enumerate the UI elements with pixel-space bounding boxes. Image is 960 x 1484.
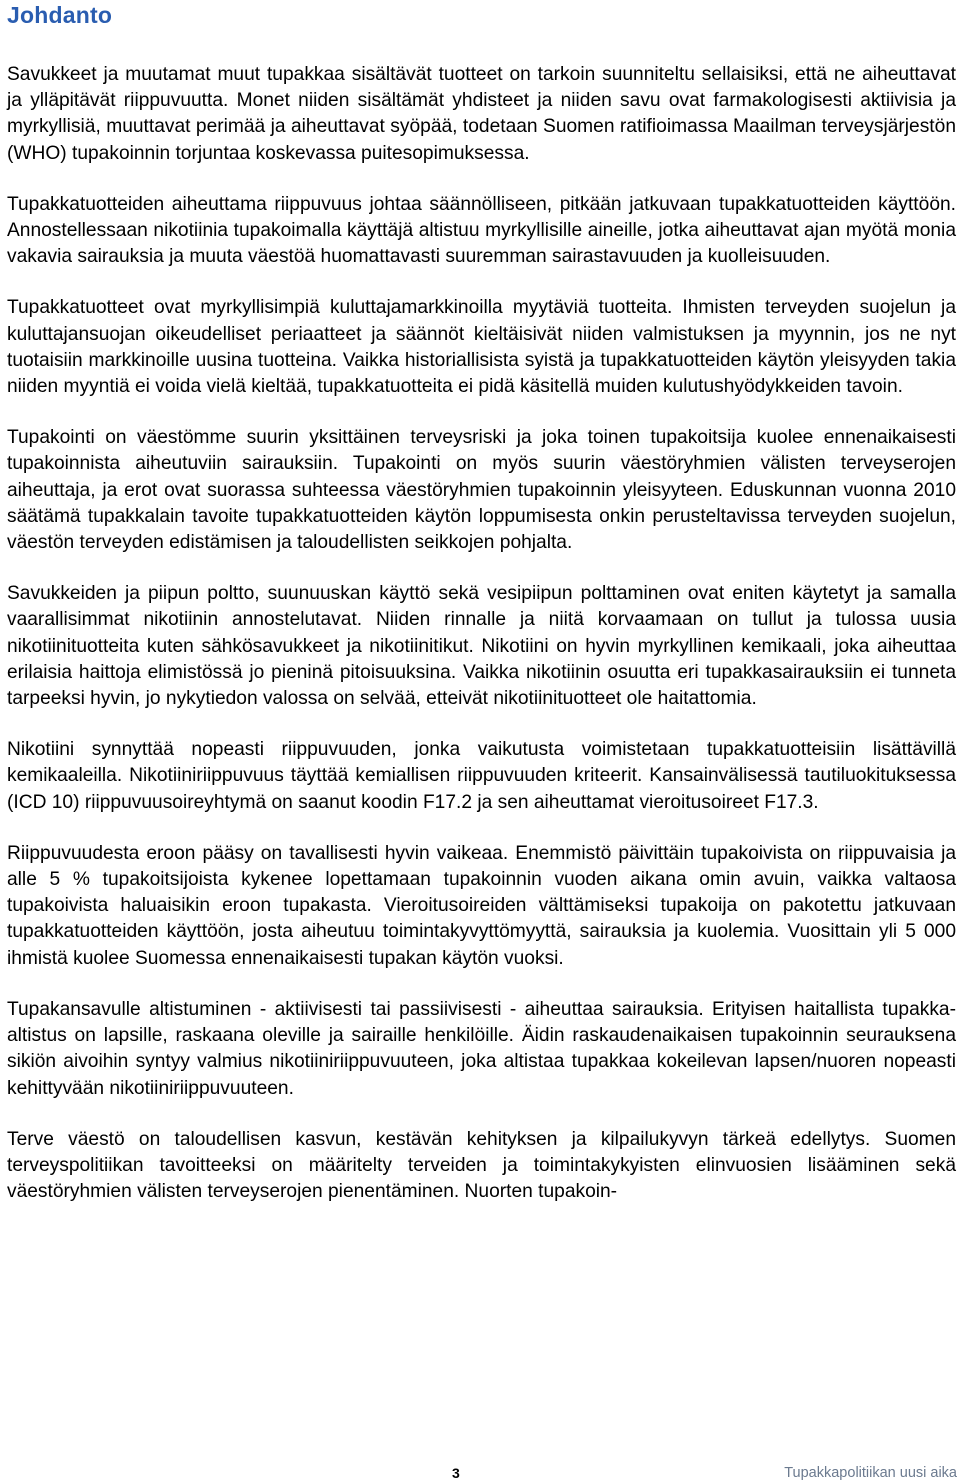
paragraph: Tupakointi on väestömme suurin yksittäinen terveysriski ja joka toinen tupakoitsija kuolee ennenaikaisesti tupakoinnista aiheutuviin sairauksiin. Tupakointi on myös suurin väestöryhmien välisten terveyserojen aiheuttaja, ja erot ovat suorassa suhteessa väestöryhmien tupakoinnin yleisyyteen. Eduskunnan vuonna 2010 säätämä tupakkalain tavoite tupakkatuotteiden käytön loppumisesta onkin perusteltavissa terveyden suojelun, väestön terveyden edistämisen ja taloudellisten seikkojen pohjalta. [7, 427, 956, 554]
paragraph: Riippuvuudesta eroon pääsy on tavallisesti hyvin vaikeaa. Enemmistö päivittäin tupakoivista on riippuvaisia ja alle 5 % tupakoitsijoista kykenee lopettamaan tupakoinnin vuoden aikana omin avuin, vaikka valtaosa tupakoivista haluaisikin eroon tupakasta. Vieroitusoireiden välttämiseksi tupakoija on pakotettu jatkuvaan tupakkatuotteiden käyttöön, josta aiheutuu toimintakyvyttömyyttä, sairauksia ja kuolemia. Vuosittain yli 5 000 ihmistä kuolee Suomessa ennenaikaisesti tupakan käytön vuoksi. [7, 842, 956, 969]
footer-document-title: Tupakkapolitiikan uusi aika [784, 1465, 957, 1481]
page-number: 3 [452, 1465, 460, 1481]
paragraph: Tupakkatuotteiden aiheuttama riippuvuus johtaa säännölliseen, pitkään jatkuvaan tupakkatuotteiden käyttöön. Annostellessaan nikotiinia tupakoimalla käyttäjä altistuu myrkyllisille aineille, jotka aiheuttavat ajan myötä monia vakavia sairauksia ja muuta väestöä huomattavasti suuremman sairastavuuden ja kuolleisuuden. [7, 193, 956, 268]
paragraph: Tupakkatuotteet ovat myrkyllisimpiä kuluttajamarkkinoilla myytäviä tuotteita. Ihmisten terveyden suojelun ja kuluttajansuojan oikeudelliset periaatteet ja säännöt kieltäisivät niiden valmistuksen ja myynnin, jos ne nyt tuotaisiin markkinoille uusina tuotteina. Vaikka historiallisista syistä ja tupakkatuotteiden käytön yleisyyden takia niiden myyntiä ei voida vielä kieltää, tupakkatuotteita ei pidä käsitellä muiden kulutushyödykkeiden tavoin. [7, 297, 956, 398]
body-text [7, 62, 956, 1230]
paragraph: Savukkeiden ja piipun poltto, suunuuskan käyttö sekä vesipiipun polttaminen ovat eniten käytetyt ja samalla vaarallisimmat nikotiinin annostelutavat. Niiden rinnalle ja niitä korvaamaan on tullut ja tulossa uusia nikotiinituotteita kuten sähkösavukkeet ja nikotiinitikut. Nikotiini on hyvin myrkyllinen kemikaali, joka aiheuttaa erilaisia haittoja elimistössä jo pieninä pitoisuuksina. Vaikka nikotiinin osuutta eri tupakkasairauksiin ei tunneta tarpeeksi hyvin, jo nykytiedon valossa on selvää, etteivät nikotiinituotteet ole haitattomia. [7, 583, 956, 710]
paragraph: Tupakansavulle altistuminen - aktiivisesti tai passiivisesti - aiheuttaa sairauksia. Erityisen haitallista tupakka-altistus on lapsille, raskaana oleville ja sairaille henkilöille. Äidin raskaudenaikaisen tupakoinnin seurauksena sikiön aivoihin syntyy valmius nikotiiniriippuvuuteen, joka altistaa tupakkaa kokeilevan lapsen/nuoren nopeasti kehittyvään nikotiiniriippuvuuteen. [7, 998, 956, 1099]
paragraph: Savukkeet ja muutamat muut tupakkaa sisältävät tuotteet on tarkoin suunniteltu sellaisiksi, että ne aiheuttavat ja ylläpitävät riippuvuutta. Monet niiden sisältämät yhdisteet ja niiden savu ovat farmakologisesti aktiivisia ja myrkyllisiä, muuttavat perimää ja aiheuttavat syöpää, todetaan Suomen ratifioimassa Maailman terveysjärjestön (WHO) tupakoinnin torjuntaa koskevassa puitesopimuksessa. [7, 64, 956, 164]
paragraph: Terve väestö on taloudellisen kasvun, kestävän kehityksen ja kilpailukyvyn tärkeä edellytys. Suomen terveyspolitiikan tavoitteeksi on määritelty terveiden ja toimintakykyisten elinvuosien lisääminen sekä väestöryhmien välisten terveyserojen pienentäminen. Nuorten tupakoin- [7, 1128, 956, 1203]
paragraph: Nikotiini synnyttää nopeasti riippuvuuden, jonka vaikutusta voimistetaan tupakkatuotteisiin lisättävillä kemikaaleilla. Nikotiiniriippuvuus täyttää kemiallisen riippuvuuden kriteerit. Kansainvälisessä tautiluokituksessa (ICD 10) riippuvuusoireyhtymä on saanut koodin F17.2 ja sen aiheuttamat vieroitusoireet F17.3. [7, 739, 956, 813]
page-title: Johdanto [7, 2, 113, 28]
page-footer [0, 1462, 960, 1484]
